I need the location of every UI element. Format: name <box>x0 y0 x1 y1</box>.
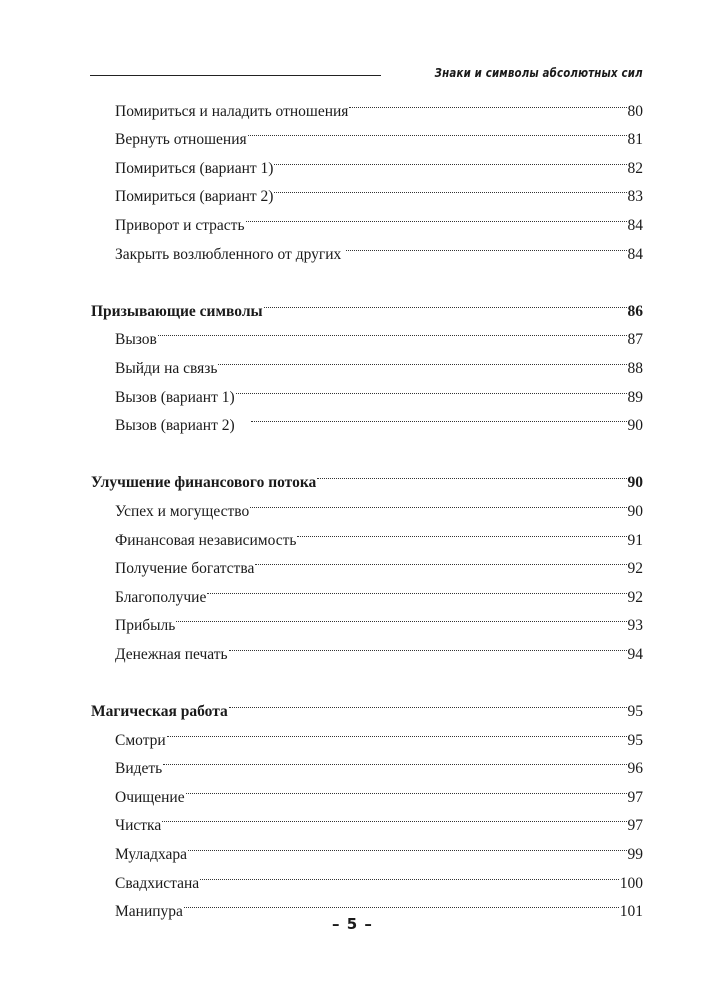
toc-entry-page: 92 <box>627 560 643 578</box>
dot-leader <box>255 545 626 574</box>
toc-entry-page: 81 <box>627 131 643 149</box>
toc-section-heading <box>91 687 643 721</box>
toc-entry-page: 97 <box>627 817 643 835</box>
dot-leader <box>250 487 626 516</box>
dot-leader <box>297 516 626 545</box>
toc-entry-page: 97 <box>627 788 643 806</box>
toc-entry-title: Успех и могущество <box>115 502 250 520</box>
toc-entry <box>91 802 643 835</box>
toc-entry-page: 100 <box>619 874 643 892</box>
dot-leader <box>186 773 627 802</box>
toc-entry <box>91 344 643 377</box>
toc-entry-title: Улучшение финансового потока <box>91 474 317 492</box>
toc-entry-page: 83 <box>627 188 643 206</box>
toc-entry-page: 91 <box>627 531 643 549</box>
dot-leader <box>207 573 626 602</box>
toc-entry-page: 84 <box>627 216 643 234</box>
toc-entry-page: 87 <box>627 331 643 349</box>
toc-entry <box>91 830 643 864</box>
dot-leader <box>274 144 626 173</box>
dot-leader <box>246 201 627 230</box>
dot-leader <box>317 459 626 488</box>
toc-entry-page: 101 <box>619 903 643 921</box>
toc-entry-title: Магическая работа <box>91 703 228 721</box>
toc-entry-title: Смотри <box>115 731 166 749</box>
toc-entry-page: 90 <box>627 474 643 492</box>
dot-leader <box>264 287 627 316</box>
toc-entry <box>91 316 643 349</box>
dot-leader <box>229 630 627 659</box>
dot-leader <box>274 173 626 202</box>
toc-entry-title: Благополучие <box>115 588 207 606</box>
toc-entry-title: Манипура <box>115 903 183 921</box>
toc-entry <box>91 87 643 120</box>
toc-entry-page: 94 <box>627 645 643 663</box>
table-of-contents <box>91 87 643 921</box>
toc-entry-page: 92 <box>627 588 643 606</box>
dot-leader <box>188 830 626 859</box>
dot-leader <box>346 230 626 259</box>
toc-entry-page: 86 <box>627 302 643 320</box>
running-title: Знаки и символы абсолютных сил <box>434 65 643 80</box>
toc-entry-title: Вызов <box>115 331 157 349</box>
toc-entry-title: Денежная печать <box>115 645 228 663</box>
toc-entry-title: Муладхара <box>115 846 188 864</box>
toc-entry-title: Приворот и страсть <box>115 216 245 234</box>
toc-entry-title: Получение богатства <box>115 560 255 578</box>
dot-leader <box>200 859 619 888</box>
dot-leader <box>184 888 619 917</box>
toc-entry-title: Чистка <box>115 817 162 835</box>
toc-entry-title: Вызов (вариант 1) <box>115 388 235 406</box>
toc-entry-title: Помириться и наладить отношения <box>115 102 349 120</box>
toc-entry-page: 89 <box>627 388 643 406</box>
toc-entry-title: Помириться (вариант 1) <box>115 159 274 177</box>
toc-entry-title: Финансовая независимость <box>115 531 297 549</box>
header-rule <box>90 75 381 76</box>
dot-leader <box>236 373 627 402</box>
toc-entry-title: Видеть <box>115 760 163 778</box>
toc-entry <box>91 773 643 806</box>
toc-entry-page: 82 <box>627 159 643 177</box>
toc-entry-title: Призывающие символы <box>91 302 263 320</box>
toc-entry-title: Свадхистана <box>115 874 200 892</box>
dot-leader <box>158 316 627 345</box>
toc-entry-title: Очищение <box>115 788 185 806</box>
toc-entry-page: 80 <box>627 102 643 120</box>
toc-entry <box>91 745 643 778</box>
dot-leader <box>218 344 626 373</box>
dot-leader <box>248 116 627 145</box>
toc-entry-page: 93 <box>627 617 643 635</box>
toc-entry-page: 96 <box>627 760 643 778</box>
dot-leader <box>349 87 626 116</box>
dot-leader <box>162 802 626 831</box>
toc-entry-title: Прибыль <box>115 617 176 635</box>
dot-leader <box>176 602 626 631</box>
dot-leader <box>251 402 626 431</box>
toc-entry-page: 95 <box>627 731 643 749</box>
toc-entry-page: 84 <box>627 245 643 263</box>
toc-entry-page: 90 <box>627 502 643 520</box>
running-header <box>90 58 643 80</box>
dot-leader <box>163 745 626 774</box>
dot-leader <box>167 716 627 745</box>
toc-entry-title: Помириться (вариант 2) <box>115 188 274 206</box>
toc-entry-page: 99 <box>627 846 643 864</box>
toc-entry-title: Вернуть отношения <box>115 131 247 149</box>
toc-entry-title: Закрыть возлюбленного от других <box>115 245 346 263</box>
toc-entry-page: 95 <box>627 703 643 721</box>
toc-entry-page: 90 <box>627 417 643 435</box>
toc-entry-title: Вызов (вариант 2) <box>115 417 251 435</box>
page-number: – 5 – <box>332 915 373 933</box>
toc-entry-page: 88 <box>627 359 643 377</box>
toc-entry <box>91 716 643 749</box>
dot-leader <box>229 687 627 716</box>
toc-section-heading <box>91 459 643 492</box>
toc-section-heading <box>91 287 643 320</box>
toc-entry-title: Выйди на связь <box>115 359 218 377</box>
